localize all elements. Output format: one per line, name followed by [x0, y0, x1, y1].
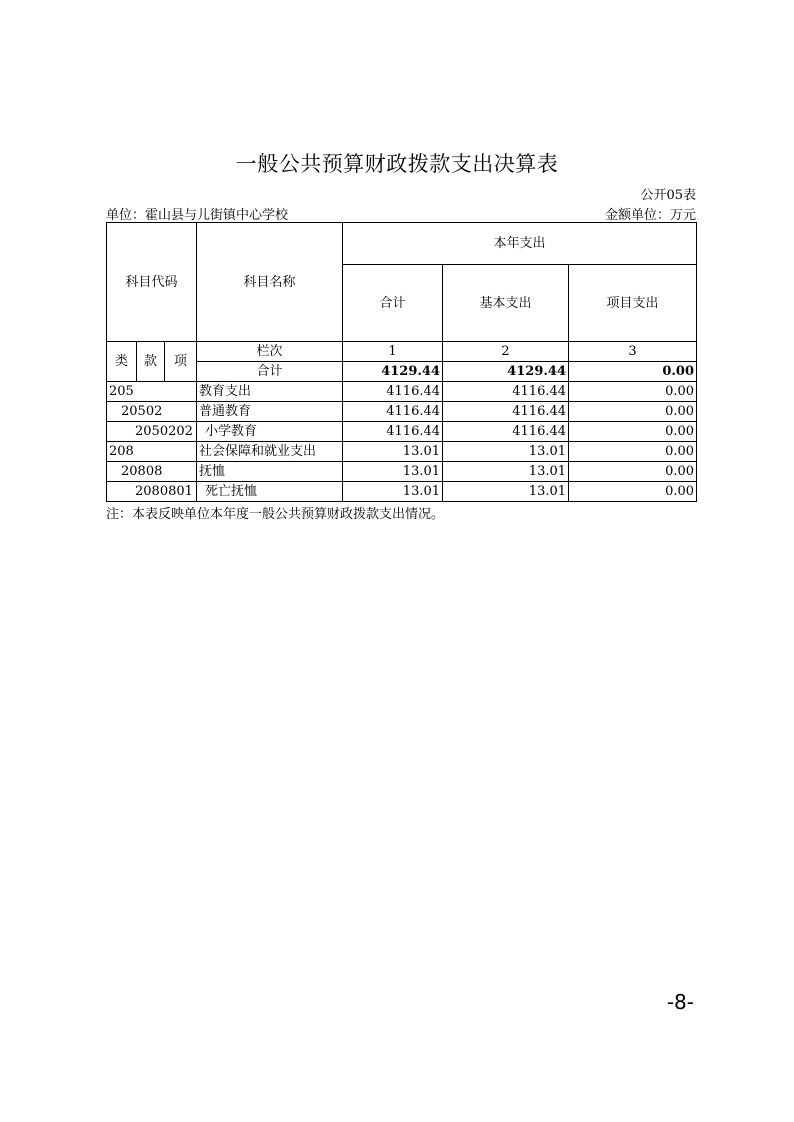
page-number: -8-: [666, 990, 694, 1014]
total-header: 合计: [343, 265, 443, 342]
column-number-3: 3: [569, 342, 697, 362]
row-name: 小学教育: [197, 422, 343, 442]
row-code: 2080801: [107, 482, 197, 502]
row-name: 普通教育: [197, 402, 343, 422]
column-label: 栏次: [197, 342, 343, 362]
table-row: [107, 482, 697, 502]
page-title: 一般公共预算财政拨款支出决算表: [235, 152, 559, 176]
row-name: 死亡抚恤: [197, 482, 343, 502]
form-code: 公开05表: [640, 188, 696, 203]
unit-label: 单位：霍山县与儿街镇中心学校: [106, 208, 289, 223]
xiang-header: 项: [165, 342, 197, 382]
name-header: 科目名称: [197, 223, 343, 342]
row-name: 抚恤: [197, 462, 343, 482]
current-year-header: 本年支出: [343, 223, 697, 265]
amount-unit-label: 金额单位：万元: [604, 208, 696, 223]
total-row-basic: 4129.44: [443, 362, 569, 382]
expenditure-table: [106, 222, 697, 502]
row-project: 0.00: [569, 462, 697, 482]
code-header: 科目代码: [107, 223, 197, 342]
table-row: [107, 402, 697, 422]
row-total: 4116.44: [343, 382, 443, 402]
row-code: 20502: [107, 402, 197, 422]
table-row: [107, 422, 697, 442]
table-note: 注：本表反映单位本年度一般公共预算财政拨款支出情况。: [106, 507, 445, 522]
kuan-header: 款: [137, 342, 165, 382]
row-code: 205: [107, 382, 197, 402]
column-number-1: 1: [343, 342, 443, 362]
row-code: 20808: [107, 462, 197, 482]
total-row-total: 4129.44: [343, 362, 443, 382]
row-project: 0.00: [569, 402, 697, 422]
row-basic: 13.01: [443, 482, 569, 502]
row-total: 13.01: [343, 462, 443, 482]
row-code: 208: [107, 442, 197, 462]
lei-header: 类: [107, 342, 137, 382]
row-name: 社会保障和就业支出: [197, 442, 343, 462]
total-row-project: 0.00: [569, 362, 697, 382]
row-project: 0.00: [569, 442, 697, 462]
basic-header: 基本支出: [443, 265, 569, 342]
row-total: 13.01: [343, 442, 443, 462]
row-basic: 4116.44: [443, 402, 569, 422]
row-basic: 13.01: [443, 442, 569, 462]
row-project: 0.00: [569, 382, 697, 402]
row-name: 教育支出: [197, 382, 343, 402]
row-project: 0.00: [569, 422, 697, 442]
table-row: [107, 462, 697, 482]
table-row: [107, 442, 697, 462]
row-basic: 4116.44: [443, 382, 569, 402]
total-row-label: 合计: [197, 362, 343, 382]
project-header: 项目支出: [569, 265, 697, 342]
column-number-2: 2: [443, 342, 569, 362]
row-basic: 4116.44: [443, 422, 569, 442]
row-total: 4116.44: [343, 422, 443, 442]
row-project: 0.00: [569, 482, 697, 502]
row-basic: 13.01: [443, 462, 569, 482]
row-total: 13.01: [343, 482, 443, 502]
table-row: [107, 382, 697, 402]
row-total: 4116.44: [343, 402, 443, 422]
row-code: 2050202: [107, 422, 197, 442]
